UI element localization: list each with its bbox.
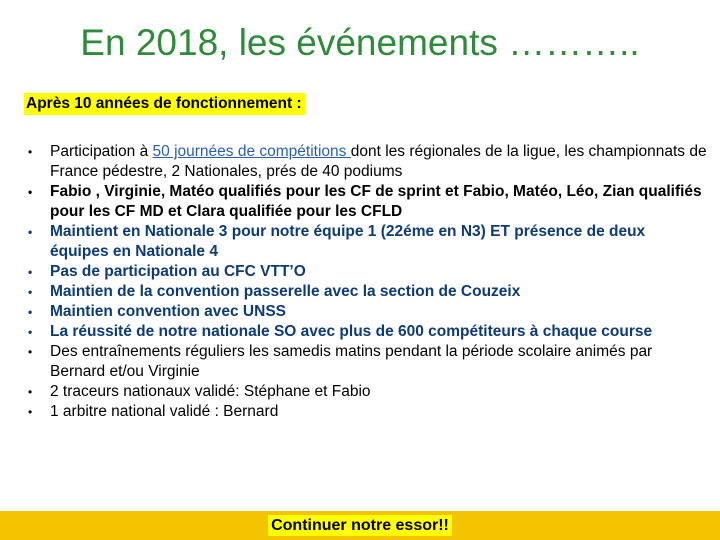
item-text: 1 arbitre national validé : Bernard [50,403,279,420]
bullet-icon: • [28,405,33,419]
item-text: Maintient en Nationale 3 pour notre équipe 1 (22éme en N3) ET présence de deux équipes en Nationale 4 [50,223,646,260]
list-item-entrainements [22,342,708,382]
page-title: En 2018, les événements ……….. [80,22,640,63]
item-text: Maintien convention avec UNSS [50,303,286,320]
bullet-icon: • [28,265,33,279]
item-text-pre: Participation à [50,143,153,160]
events-list [22,142,708,422]
list-item-traceurs [22,382,708,402]
footer-text: Continuer notre essor!! [268,515,452,536]
bullet-icon: • [28,185,33,199]
item-text: Maintien de la convention passerelle avec la section de Couzeix [50,283,521,300]
item-text-post: dont les régionales de la ligue, les championnats de France pédestre, 2 Nationales, prés de 40 podiums [50,143,707,180]
footer-bar [0,511,720,540]
bullet-icon: • [28,145,33,159]
bullet-icon: • [28,345,33,359]
bullet-icon: • [28,385,33,399]
list-item-participation [22,142,708,182]
item-text: Pas de participation au CFC VTT’O [50,263,306,280]
list-item-nationale [22,222,708,262]
list-item-unss [22,302,708,322]
competitions-link[interactable]: 50 journées de compétitions [152,143,351,160]
bullet-icon: • [28,285,33,299]
list-item-convention-passerelle [22,282,708,302]
list-item-arbitre [22,402,708,422]
bullet-icon: • [28,305,33,319]
item-text: La réussité de notre nationale SO avec plus de 600 compétiteurs à chaque course [50,323,653,340]
list-item-nationale-so [22,322,708,342]
item-text: 2 traceurs nationaux validé: Stéphane et Fabio [50,383,371,400]
bullet-icon: • [28,325,33,339]
item-text: Fabio , Virginie, Matéo qualifiés pour les CF de sprint et Fabio, Matéo, Léo, Zian qualifiés pour les CF MD et Clara qualifiée pour les CFLD [50,183,702,220]
list-item-cfc-vtto [22,262,708,282]
subtitle: Après 10 années de fonctionnement : [24,93,305,115]
item-text: Des entraînements réguliers les samedis matins pendant la période scolaire animés par Bernard et/ou Virginie [50,343,653,380]
bullet-icon: • [28,225,33,239]
subtitle-container [24,93,305,115]
list-item-qualifications [22,182,708,222]
